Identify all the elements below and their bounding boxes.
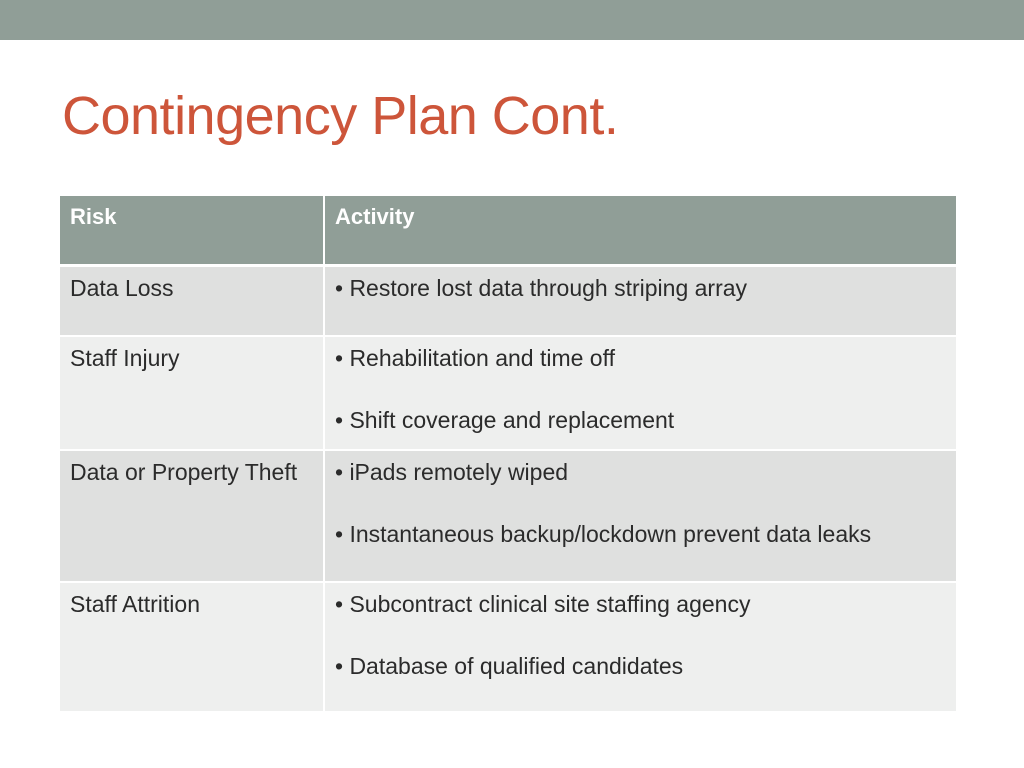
activity-cell	[324, 450, 956, 582]
header-activity: Activity	[324, 196, 956, 266]
activity-item: • Database of qualified candidates	[335, 653, 684, 679]
activity-item: • Instantaneous backup/lockdown prevent data leaks	[335, 521, 872, 547]
table-header-row	[60, 196, 956, 266]
table-row	[60, 582, 956, 712]
risk-cell: Staff Injury	[60, 336, 324, 450]
activity-cell	[324, 336, 956, 450]
activity-item: • Shift coverage and replacement	[335, 407, 675, 433]
top-banner	[0, 0, 1024, 40]
contingency-table	[60, 196, 956, 713]
activity-item: • Subcontract clinical site staffing agency	[335, 591, 751, 617]
activity-item: • iPads remotely wiped	[335, 459, 569, 485]
table-row	[60, 450, 956, 582]
table-row	[60, 336, 956, 450]
header-risk: Risk	[60, 196, 324, 266]
activity-cell	[324, 266, 956, 337]
risk-cell: Data or Property Theft	[60, 450, 324, 582]
slide-title: Contingency Plan Cont.	[62, 86, 619, 146]
risk-cell: Staff Attrition	[60, 582, 324, 712]
activity-item: • Rehabilitation and time off	[335, 345, 615, 371]
risk-cell: Data Loss	[60, 266, 324, 337]
table-row	[60, 266, 956, 337]
activity-cell	[324, 582, 956, 712]
activity-item: • Restore lost data through striping array	[335, 275, 748, 301]
